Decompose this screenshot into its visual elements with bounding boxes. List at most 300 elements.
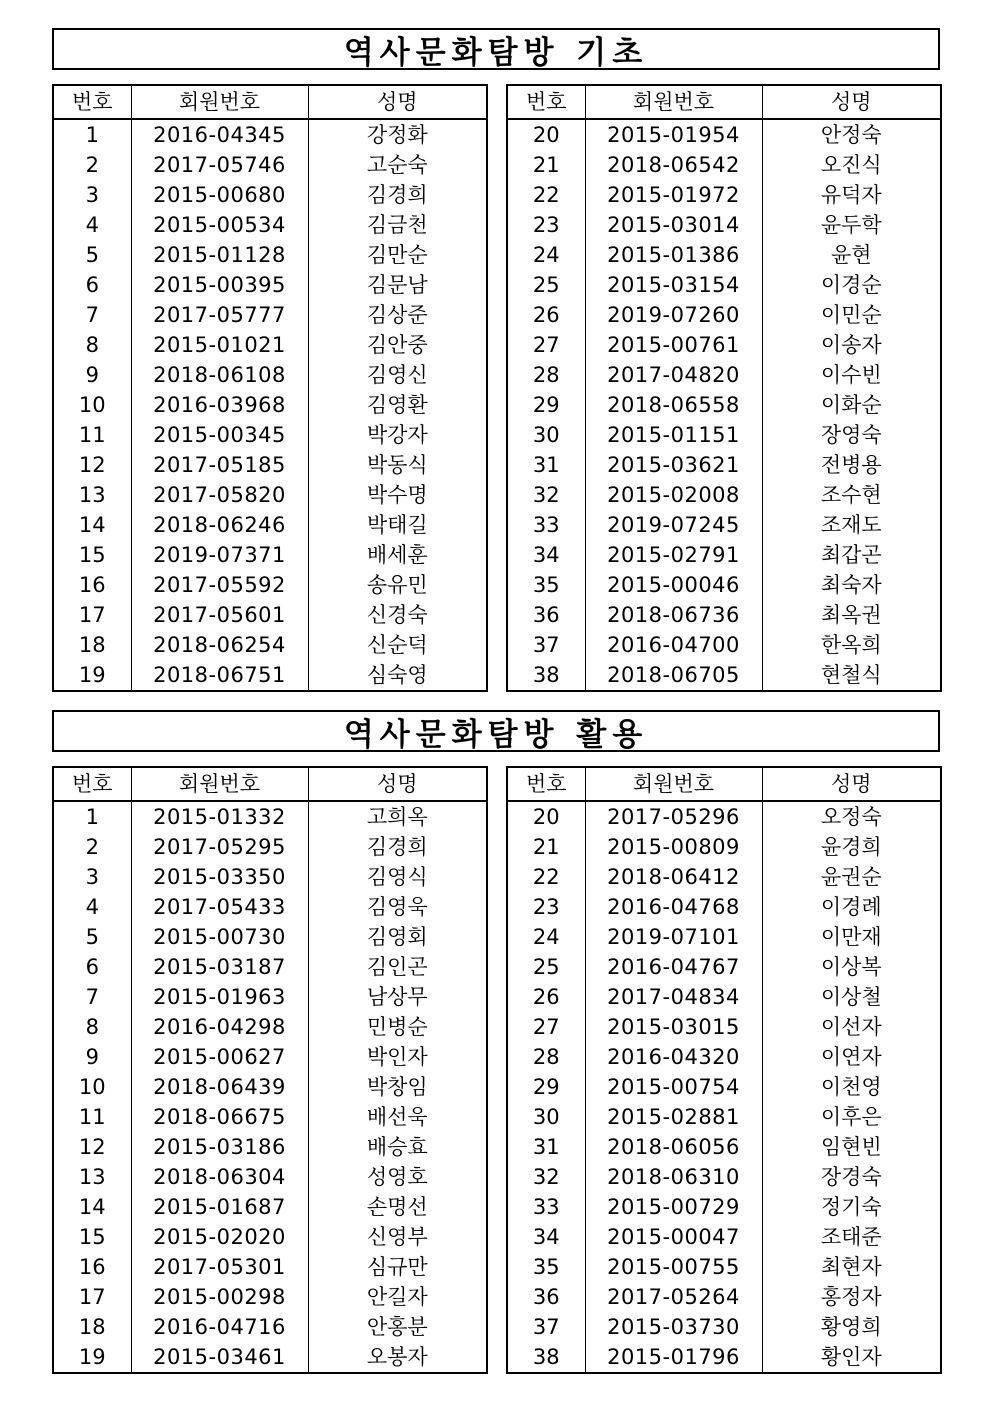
- table-row: [53, 210, 487, 240]
- table-row: [507, 1222, 941, 1252]
- header-member-id: 회원번호: [131, 767, 308, 801]
- cell-no: 9: [53, 360, 131, 390]
- cell-name: 김영회: [308, 922, 487, 952]
- cell-no: 24: [507, 922, 585, 952]
- cell-name: 이화순: [762, 390, 941, 420]
- cell-no: 28: [507, 360, 585, 390]
- cell-member-id: 2018-06412: [585, 862, 762, 892]
- cell-no: 33: [507, 1192, 585, 1222]
- cell-name: 김문남: [308, 270, 487, 300]
- cell-no: 4: [53, 210, 131, 240]
- section-applied: [52, 710, 940, 1376]
- table-row: [53, 660, 487, 691]
- cell-name: 이연자: [762, 1042, 941, 1072]
- cell-member-id: 2016-04767: [585, 952, 762, 982]
- cell-no: 38: [507, 1342, 585, 1373]
- table-row: [53, 1342, 487, 1373]
- section-title: 역사문화탐방 활용: [52, 710, 940, 752]
- cell-no: 22: [507, 180, 585, 210]
- table-row: [507, 1282, 941, 1312]
- cell-name: 윤경희: [762, 832, 941, 862]
- cell-member-id: 2015-02008: [585, 480, 762, 510]
- cell-name: 김안중: [308, 330, 487, 360]
- cell-member-id: 2015-03186: [131, 1132, 308, 1162]
- cell-name: 이경례: [762, 892, 941, 922]
- cell-name: 황영희: [762, 1312, 941, 1342]
- cell-name: 김금천: [308, 210, 487, 240]
- table-row: [53, 1222, 487, 1252]
- roster-tables: [52, 84, 940, 694]
- cell-no: 5: [53, 240, 131, 270]
- cell-name: 김경희: [308, 832, 487, 862]
- header-no: 번호: [53, 767, 131, 801]
- cell-no: 9: [53, 1042, 131, 1072]
- cell-no: 34: [507, 1222, 585, 1252]
- cell-no: 26: [507, 982, 585, 1012]
- table-row: [53, 630, 487, 660]
- cell-member-id: 2015-03014: [585, 210, 762, 240]
- table-row: [53, 1252, 487, 1282]
- roster-table-right: [506, 766, 942, 1374]
- cell-no: 37: [507, 630, 585, 660]
- cell-name: 심숙영: [308, 660, 487, 691]
- table-row: [53, 300, 487, 330]
- cell-member-id: 2015-03350: [131, 862, 308, 892]
- table-header-row: [53, 85, 487, 119]
- cell-name: 안홍분: [308, 1312, 487, 1342]
- table-row: [507, 210, 941, 240]
- cell-member-id: 2018-06751: [131, 660, 308, 691]
- cell-name: 오진식: [762, 150, 941, 180]
- cell-no: 31: [507, 450, 585, 480]
- cell-name: 이송자: [762, 330, 941, 360]
- table-row: [53, 330, 487, 360]
- table-row: [53, 801, 487, 832]
- cell-no: 18: [53, 1312, 131, 1342]
- table-row: [53, 1042, 487, 1072]
- cell-no: 14: [53, 1192, 131, 1222]
- cell-name: 유덕자: [762, 180, 941, 210]
- cell-no: 25: [507, 952, 585, 982]
- cell-member-id: 2015-01972: [585, 180, 762, 210]
- table-row: [507, 270, 941, 300]
- cell-member-id: 2015-02881: [585, 1102, 762, 1132]
- cell-member-id: 2016-04345: [131, 119, 308, 150]
- cell-no: 13: [53, 480, 131, 510]
- header-member-id: 회원번호: [131, 85, 308, 119]
- cell-no: 16: [53, 570, 131, 600]
- table-row: [53, 1312, 487, 1342]
- cell-name: 손명선: [308, 1192, 487, 1222]
- table-row: [53, 1282, 487, 1312]
- table-row: [507, 390, 941, 420]
- header-name: 성명: [308, 85, 487, 119]
- cell-member-id: 2015-00729: [585, 1192, 762, 1222]
- table-row: [507, 180, 941, 210]
- table-row: [53, 180, 487, 210]
- cell-name: 남상무: [308, 982, 487, 1012]
- cell-no: 24: [507, 240, 585, 270]
- cell-no: 36: [507, 600, 585, 630]
- cell-member-id: 2016-03968: [131, 390, 308, 420]
- table-row: [507, 952, 941, 982]
- cell-name: 윤현: [762, 240, 941, 270]
- header-no: 번호: [53, 85, 131, 119]
- table-header-row: [507, 767, 941, 801]
- cell-name: 박창임: [308, 1072, 487, 1102]
- cell-no: 35: [507, 570, 585, 600]
- header-name: 성명: [762, 85, 941, 119]
- cell-name: 장경숙: [762, 1162, 941, 1192]
- table-row: [53, 1072, 487, 1102]
- cell-member-id: 2017-05777: [131, 300, 308, 330]
- header-no: 번호: [507, 767, 585, 801]
- cell-no: 2: [53, 150, 131, 180]
- table-row: [53, 832, 487, 862]
- cell-name: 최숙자: [762, 570, 941, 600]
- cell-no: 14: [53, 510, 131, 540]
- cell-name: 윤권순: [762, 862, 941, 892]
- cell-name: 오봉자: [308, 1342, 487, 1373]
- table-row: [507, 1192, 941, 1222]
- cell-name: 안정숙: [762, 119, 941, 150]
- table-row: [53, 270, 487, 300]
- cell-member-id: 2018-06736: [585, 600, 762, 630]
- header-name: 성명: [762, 767, 941, 801]
- cell-member-id: 2015-00345: [131, 420, 308, 450]
- cell-no: 20: [507, 801, 585, 832]
- table-row: [507, 570, 941, 600]
- table-header-row: [53, 767, 487, 801]
- cell-no: 10: [53, 390, 131, 420]
- cell-no: 15: [53, 540, 131, 570]
- table-row: [507, 862, 941, 892]
- cell-no: 21: [507, 150, 585, 180]
- cell-member-id: 2015-01386: [585, 240, 762, 270]
- cell-no: 7: [53, 982, 131, 1012]
- cell-name: 한옥희: [762, 630, 941, 660]
- cell-name: 이상복: [762, 952, 941, 982]
- cell-no: 19: [53, 660, 131, 691]
- section-basic: [52, 28, 940, 694]
- cell-name: 박수명: [308, 480, 487, 510]
- table-row: [507, 1162, 941, 1192]
- cell-name: 강정화: [308, 119, 487, 150]
- table-row: [507, 832, 941, 862]
- cell-member-id: 2017-04834: [585, 982, 762, 1012]
- cell-member-id: 2018-06108: [131, 360, 308, 390]
- cell-no: 25: [507, 270, 585, 300]
- cell-no: 27: [507, 1012, 585, 1042]
- table-row: [507, 510, 941, 540]
- cell-no: 21: [507, 832, 585, 862]
- cell-name: 고희옥: [308, 801, 487, 832]
- cell-no: 1: [53, 119, 131, 150]
- roster-tables: [52, 766, 940, 1376]
- cell-member-id: 2016-04320: [585, 1042, 762, 1072]
- cell-name: 이수빈: [762, 360, 941, 390]
- table-row: [53, 1012, 487, 1042]
- cell-no: 17: [53, 1282, 131, 1312]
- table-row: [53, 150, 487, 180]
- table-row: [53, 390, 487, 420]
- table-row: [53, 119, 487, 150]
- cell-no: 33: [507, 510, 585, 540]
- cell-no: 10: [53, 1072, 131, 1102]
- cell-no: 29: [507, 390, 585, 420]
- cell-member-id: 2019-07245: [585, 510, 762, 540]
- cell-name: 박동식: [308, 450, 487, 480]
- roster-table-left: [52, 84, 488, 692]
- cell-no: 37: [507, 1312, 585, 1342]
- cell-member-id: 2015-02791: [585, 540, 762, 570]
- cell-member-id: 2017-05296: [585, 801, 762, 832]
- cell-member-id: 2019-07101: [585, 922, 762, 952]
- cell-member-id: 2015-01954: [585, 119, 762, 150]
- cell-name: 최현자: [762, 1252, 941, 1282]
- table-row: [53, 450, 487, 480]
- cell-member-id: 2015-00754: [585, 1072, 762, 1102]
- cell-name: 성영호: [308, 1162, 487, 1192]
- table-row: [507, 1042, 941, 1072]
- table-row: [507, 982, 941, 1012]
- table-header-row: [507, 85, 941, 119]
- cell-member-id: 2015-00395: [131, 270, 308, 300]
- cell-name: 안길자: [308, 1282, 487, 1312]
- cell-no: 12: [53, 450, 131, 480]
- table-row: [507, 150, 941, 180]
- cell-no: 3: [53, 180, 131, 210]
- header-member-id: 회원번호: [585, 85, 762, 119]
- table-row: [507, 922, 941, 952]
- cell-member-id: 2018-06705: [585, 660, 762, 691]
- cell-no: 22: [507, 862, 585, 892]
- table-row: [53, 952, 487, 982]
- cell-name: 김만순: [308, 240, 487, 270]
- table-row: [53, 922, 487, 952]
- table-row: [507, 1072, 941, 1102]
- cell-no: 13: [53, 1162, 131, 1192]
- cell-name: 박태길: [308, 510, 487, 540]
- cell-name: 김상준: [308, 300, 487, 330]
- cell-no: 23: [507, 210, 585, 240]
- cell-member-id: 2018-06254: [131, 630, 308, 660]
- cell-member-id: 2018-06056: [585, 1132, 762, 1162]
- table-row: [507, 119, 941, 150]
- table-row: [507, 450, 941, 480]
- cell-no: 29: [507, 1072, 585, 1102]
- cell-no: 28: [507, 1042, 585, 1072]
- cell-member-id: 2015-00298: [131, 1282, 308, 1312]
- table-row: [53, 862, 487, 892]
- cell-no: 30: [507, 1102, 585, 1132]
- table-row: [507, 360, 941, 390]
- cell-member-id: 2017-05820: [131, 480, 308, 510]
- cell-no: 35: [507, 1252, 585, 1282]
- cell-member-id: 2017-05185: [131, 450, 308, 480]
- table-row: [507, 300, 941, 330]
- cell-member-id: 2018-06304: [131, 1162, 308, 1192]
- table-row: [507, 480, 941, 510]
- cell-no: 16: [53, 1252, 131, 1282]
- cell-no: 32: [507, 1162, 585, 1192]
- cell-member-id: 2019-07260: [585, 300, 762, 330]
- cell-member-id: 2015-00627: [131, 1042, 308, 1072]
- table-row: [507, 600, 941, 630]
- cell-name: 이후은: [762, 1102, 941, 1132]
- cell-member-id: 2015-02020: [131, 1222, 308, 1252]
- roster-table-left: [52, 766, 488, 1374]
- cell-member-id: 2018-06246: [131, 510, 308, 540]
- table-row: [53, 1192, 487, 1222]
- cell-member-id: 2015-03015: [585, 1012, 762, 1042]
- table-row: [507, 1132, 941, 1162]
- cell-name: 임현빈: [762, 1132, 941, 1162]
- table-row: [507, 1102, 941, 1132]
- cell-name: 전병용: [762, 450, 941, 480]
- cell-member-id: 2015-00809: [585, 832, 762, 862]
- cell-name: 민병순: [308, 1012, 487, 1042]
- cell-no: 19: [53, 1342, 131, 1373]
- cell-member-id: 2016-04716: [131, 1312, 308, 1342]
- cell-member-id: 2015-00047: [585, 1222, 762, 1252]
- cell-no: 38: [507, 660, 585, 691]
- cell-no: 8: [53, 330, 131, 360]
- cell-name: 홍정자: [762, 1282, 941, 1312]
- cell-name: 윤두학: [762, 210, 941, 240]
- cell-no: 4: [53, 892, 131, 922]
- cell-member-id: 2015-00680: [131, 180, 308, 210]
- cell-no: 27: [507, 330, 585, 360]
- cell-no: 3: [53, 862, 131, 892]
- cell-member-id: 2018-06439: [131, 1072, 308, 1102]
- cell-no: 1: [53, 801, 131, 832]
- cell-name: 이만재: [762, 922, 941, 952]
- cell-name: 배승효: [308, 1132, 487, 1162]
- table-row: [53, 982, 487, 1012]
- cell-no: 36: [507, 1282, 585, 1312]
- cell-name: 박강자: [308, 420, 487, 450]
- table-row: [507, 540, 941, 570]
- cell-member-id: 2017-05601: [131, 600, 308, 630]
- cell-no: 6: [53, 270, 131, 300]
- table-row: [53, 600, 487, 630]
- cell-name: 고순숙: [308, 150, 487, 180]
- cell-name: 김영신: [308, 360, 487, 390]
- cell-name: 김영환: [308, 390, 487, 420]
- cell-name: 장영숙: [762, 420, 941, 450]
- cell-member-id: 2018-06310: [585, 1162, 762, 1192]
- cell-member-id: 2017-04820: [585, 360, 762, 390]
- cell-member-id: 2015-01021: [131, 330, 308, 360]
- cell-member-id: 2015-01687: [131, 1192, 308, 1222]
- cell-member-id: 2015-03621: [585, 450, 762, 480]
- cell-name: 신경숙: [308, 600, 487, 630]
- cell-member-id: 2015-00730: [131, 922, 308, 952]
- table-row: [53, 1102, 487, 1132]
- table-row: [53, 240, 487, 270]
- cell-name: 심규만: [308, 1252, 487, 1282]
- cell-name: 황인자: [762, 1342, 941, 1373]
- cell-name: 김경희: [308, 180, 487, 210]
- cell-name: 이선자: [762, 1012, 941, 1042]
- cell-name: 김영욱: [308, 892, 487, 922]
- cell-member-id: 2017-05295: [131, 832, 308, 862]
- roster-table-right: [506, 84, 942, 692]
- cell-member-id: 2017-05592: [131, 570, 308, 600]
- cell-member-id: 2016-04700: [585, 630, 762, 660]
- cell-member-id: 2015-01151: [585, 420, 762, 450]
- cell-name: 조태준: [762, 1222, 941, 1252]
- cell-member-id: 2015-00534: [131, 210, 308, 240]
- cell-name: 박인자: [308, 1042, 487, 1072]
- cell-no: 7: [53, 300, 131, 330]
- table-row: [507, 420, 941, 450]
- cell-name: 이상철: [762, 982, 941, 1012]
- table-row: [507, 801, 941, 832]
- cell-member-id: 2019-07371: [131, 540, 308, 570]
- table-row: [53, 570, 487, 600]
- header-no: 번호: [507, 85, 585, 119]
- cell-no: 18: [53, 630, 131, 660]
- cell-member-id: 2018-06675: [131, 1102, 308, 1132]
- cell-member-id: 2016-04768: [585, 892, 762, 922]
- cell-member-id: 2018-06542: [585, 150, 762, 180]
- table-row: [53, 1132, 487, 1162]
- cell-no: 15: [53, 1222, 131, 1252]
- cell-member-id: 2015-00761: [585, 330, 762, 360]
- cell-name: 김영식: [308, 862, 487, 892]
- cell-name: 배선욱: [308, 1102, 487, 1132]
- cell-name: 배세훈: [308, 540, 487, 570]
- cell-name: 김인곤: [308, 952, 487, 982]
- cell-name: 오정숙: [762, 801, 941, 832]
- cell-no: 23: [507, 892, 585, 922]
- table-row: [53, 1162, 487, 1192]
- cell-name: 송유민: [308, 570, 487, 600]
- cell-no: 34: [507, 540, 585, 570]
- table-row: [507, 1012, 941, 1042]
- cell-name: 신순덕: [308, 630, 487, 660]
- cell-no: 2: [53, 832, 131, 862]
- cell-name: 이천영: [762, 1072, 941, 1102]
- table-row: [507, 330, 941, 360]
- cell-name: 최옥권: [762, 600, 941, 630]
- cell-member-id: 2018-06558: [585, 390, 762, 420]
- cell-name: 이민순: [762, 300, 941, 330]
- section-title: 역사문화탐방 기초: [52, 28, 940, 70]
- table-row: [507, 892, 941, 922]
- cell-member-id: 2015-01128: [131, 240, 308, 270]
- cell-no: 26: [507, 300, 585, 330]
- cell-no: 30: [507, 420, 585, 450]
- cell-member-id: 2015-01332: [131, 801, 308, 832]
- cell-name: 조수현: [762, 480, 941, 510]
- cell-no: 5: [53, 922, 131, 952]
- table-row: [53, 360, 487, 390]
- header-name: 성명: [308, 767, 487, 801]
- table-row: [53, 510, 487, 540]
- cell-no: 31: [507, 1132, 585, 1162]
- cell-member-id: 2015-03154: [585, 270, 762, 300]
- cell-name: 신영부: [308, 1222, 487, 1252]
- cell-name: 조재도: [762, 510, 941, 540]
- cell-member-id: 2015-03730: [585, 1312, 762, 1342]
- cell-no: 11: [53, 420, 131, 450]
- cell-member-id: 2015-00046: [585, 570, 762, 600]
- table-row: [507, 630, 941, 660]
- cell-member-id: 2017-05746: [131, 150, 308, 180]
